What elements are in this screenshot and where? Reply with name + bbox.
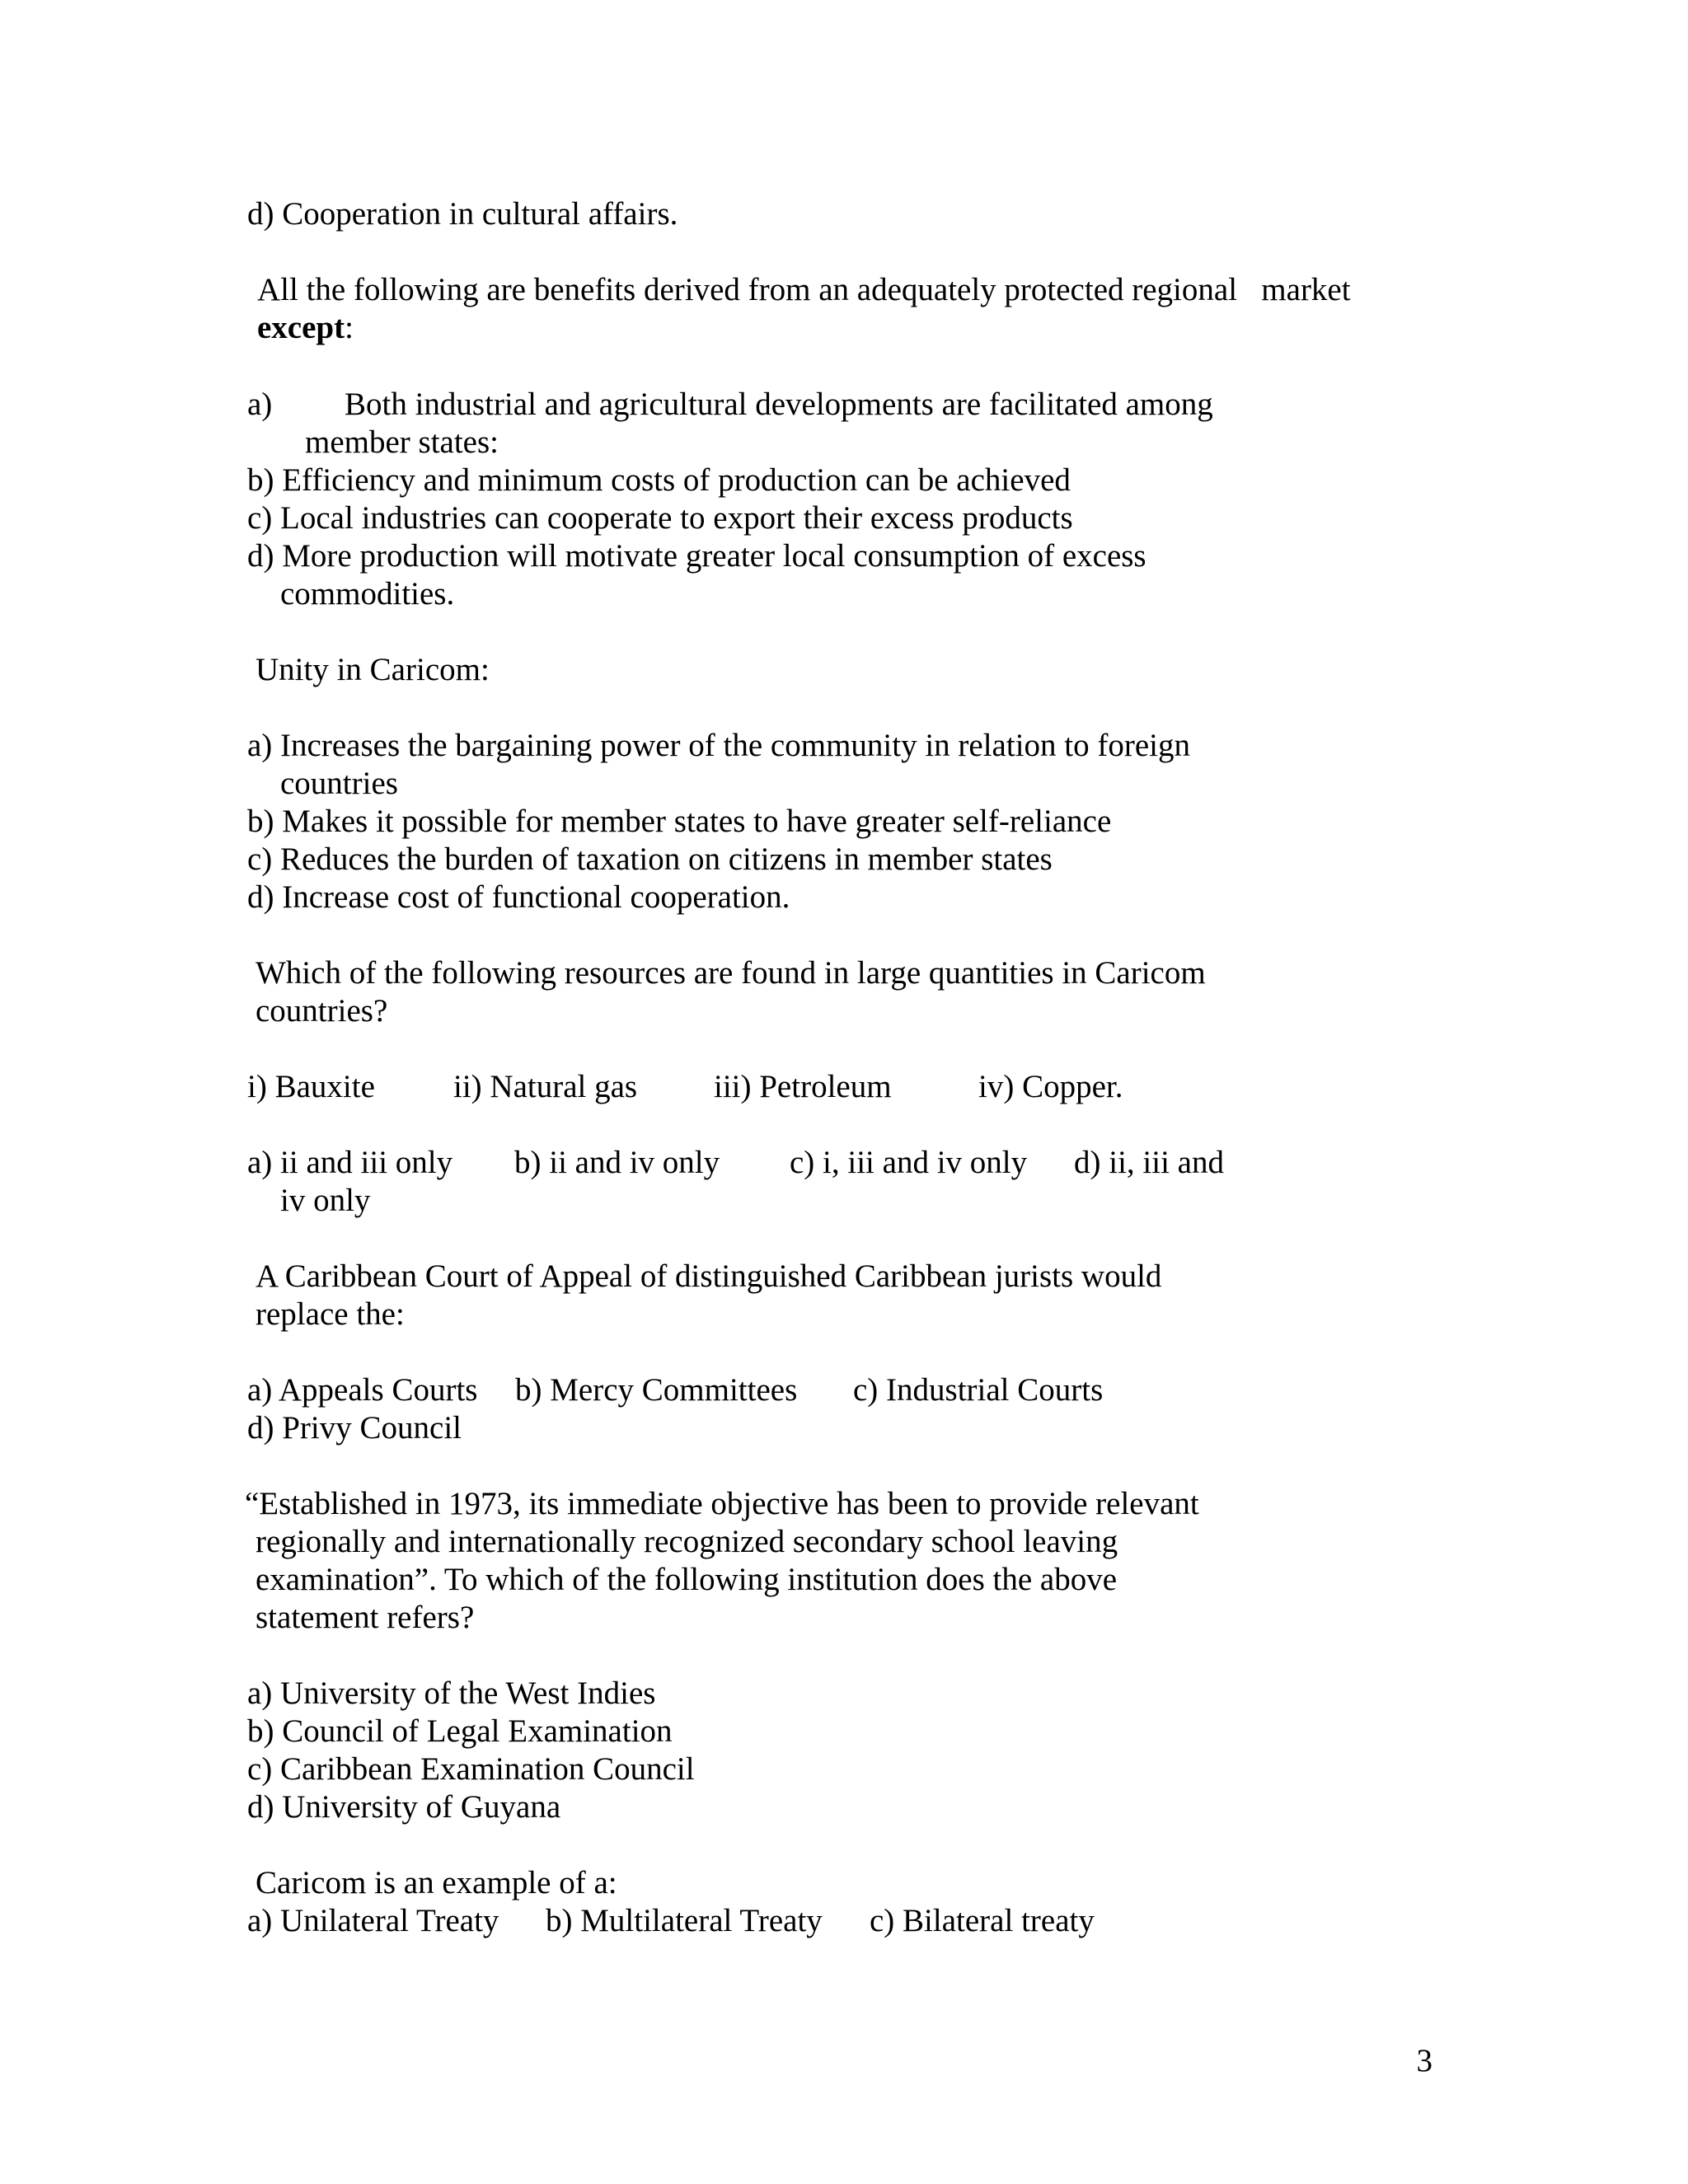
- item-i: i) Bauxite: [247, 1069, 375, 1104]
- option-a: a) Unilateral Treaty: [247, 1903, 499, 1938]
- question-stem-cont: examination”. To which of the following institution does the above: [256, 1562, 1118, 1597]
- option-a: a) ii and iii only: [247, 1145, 453, 1180]
- option-a: a) Increases the bargaining power of the community in relation to foreign: [247, 728, 1190, 763]
- option-c: c) i, iii and iv only: [790, 1145, 1028, 1180]
- question-stem: A Caribbean Court of Appeal of distinguished Caribbean jurists would: [256, 1258, 1162, 1294]
- option-a-label: a): [247, 387, 273, 422]
- option-d: d) More production will motivate greater local consumption of excess: [247, 538, 1146, 574]
- option-d: d) University of Guyana: [247, 1789, 561, 1825]
- option-d: d) Privy Council: [247, 1410, 462, 1446]
- question-stem: “Established in 1973, its immediate objective has been to provide relevant: [245, 1486, 1199, 1521]
- option-c: c) Caribbean Examination Council: [247, 1751, 695, 1787]
- option-d: d) Cooperation in cultural affairs.: [247, 196, 678, 232]
- colon: :: [345, 310, 354, 345]
- question-stem-cont: regionally and internationally recognized secondary school leaving: [256, 1524, 1118, 1559]
- question-stem-except: [257, 309, 354, 347]
- question-stem-cont: statement refers?: [256, 1600, 475, 1635]
- question-stem-cont: countries?: [256, 993, 388, 1029]
- question-stem: Unity in Caricom:: [256, 652, 490, 687]
- question-stem-cont: replace the:: [256, 1296, 405, 1332]
- option-a-text: Both industrial and agricultural developments are facilitated among: [345, 387, 1213, 422]
- option-d: d) ii, iii and: [1074, 1145, 1224, 1180]
- option-d: d) Increase cost of functional cooperation.: [247, 879, 790, 915]
- option-d-cont: commodities.: [280, 576, 455, 612]
- option-c: c) Bilateral treaty: [870, 1903, 1095, 1938]
- option-b: b) Council of Legal Examination: [247, 1713, 673, 1749]
- option-b: b) Makes it possible for member states to have greater self-reliance: [247, 804, 1112, 839]
- item-iv: iv) Copper.: [978, 1069, 1123, 1104]
- page-number: 3: [1416, 2043, 1432, 2079]
- option-d-cont: iv only: [280, 1183, 371, 1218]
- option-a: a) Appeals Courts: [247, 1372, 478, 1408]
- question-stem: All the following are benefits derived from an adequately protected regional market: [257, 272, 1351, 307]
- item-ii: ii) Natural gas: [453, 1069, 638, 1104]
- option-c: c) Local industries can cooperate to export their excess products: [247, 500, 1073, 536]
- option-b: b) Efficiency and minimum costs of production can be achieved: [247, 462, 1071, 498]
- option-c: c) Reduces the burden of taxation on citizens in member states: [247, 841, 1053, 877]
- option-a: a) University of the West Indies: [247, 1675, 656, 1711]
- option-c: c) Industrial Courts: [853, 1372, 1104, 1408]
- option-b: b) ii and iv only: [514, 1145, 720, 1180]
- option-b: b) Mercy Committees: [515, 1372, 798, 1408]
- item-iii: iii) Petroleum: [714, 1069, 892, 1104]
- option-b: b) Multilateral Treaty: [546, 1903, 823, 1938]
- option-a-cont: countries: [280, 766, 398, 801]
- question-stem: Which of the following resources are found in large quantities in Caricom: [256, 955, 1206, 991]
- question-stem: Caricom is an example of a:: [256, 1865, 617, 1900]
- option-a-text-cont: member states:: [305, 424, 499, 460]
- except-keyword: except: [257, 310, 345, 345]
